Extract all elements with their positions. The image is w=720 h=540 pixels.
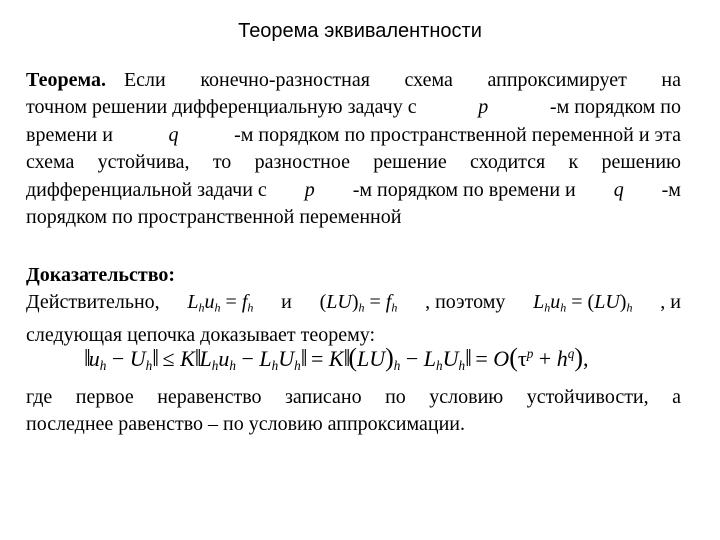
theorem-line-6: порядком по пространственной переменной <box>26 206 402 229</box>
tau: τ <box>517 346 527 371</box>
equation-lhuh-lu: $L_hu_h = (LU)_h$ <box>533 291 633 315</box>
big-o: O <box>493 346 510 371</box>
equation-lhuh-fh: $L_hu_h = f_h$ <box>187 291 254 315</box>
theorem-line-2: точном решении дифференциальную задачу с p -м порядком по <box>26 94 681 121</box>
theorem-line-5: дифференциальной задачи с p -м порядком по времени и q -м <box>26 177 681 204</box>
proof-line-4: последнее равенство – по условию аппроксимации. <box>26 413 465 436</box>
theorem-paragraph <box>26 67 681 231</box>
proof-line-2: следующая цепочка доказывает теорему: <box>26 324 376 347</box>
slide-title: Теорема эквивалентности <box>238 20 482 42</box>
constant-k: K <box>328 346 344 371</box>
theorem-line-1-text: Если конечно-разностная схема аппроксимирует на <box>123 69 681 91</box>
var-p: p <box>478 96 489 119</box>
equation-lu-fh: $(LU)_h = f_h$ <box>319 291 398 315</box>
proof-label: Доказательство: <box>26 264 176 286</box>
theorem-label: Теорема. <box>26 69 106 91</box>
theorem-line-3: времени и q -м порядком по пространственной переменной и эта <box>26 122 681 149</box>
proof-line-1: Действительно, $L_hu_h = f_h$ и $(LU)_h = f_h$ , поэтому $L_hu_h = (LU)_h$ , и <box>26 289 681 322</box>
theorem-line-1 <box>26 67 681 94</box>
theorem-line-4: схема устойчива, то разностное решение сходится к решению <box>26 151 681 174</box>
var-p: p <box>304 178 315 201</box>
proof-line-3: где первое неравенство записано по условию устойчивости, а <box>26 385 681 408</box>
constant-k: K <box>180 346 195 371</box>
stability-chain-formula: $‖u_h$ − $U_h‖$ ≤ $K‖L_hu_h$ − $L_hU_h‖$ = $K‖(LU)_h$ − $L_hU_h‖ = O(\tau^p + h^q)$, <box>84 343 589 373</box>
var-q: q <box>168 123 179 146</box>
var-q: q <box>613 178 624 201</box>
